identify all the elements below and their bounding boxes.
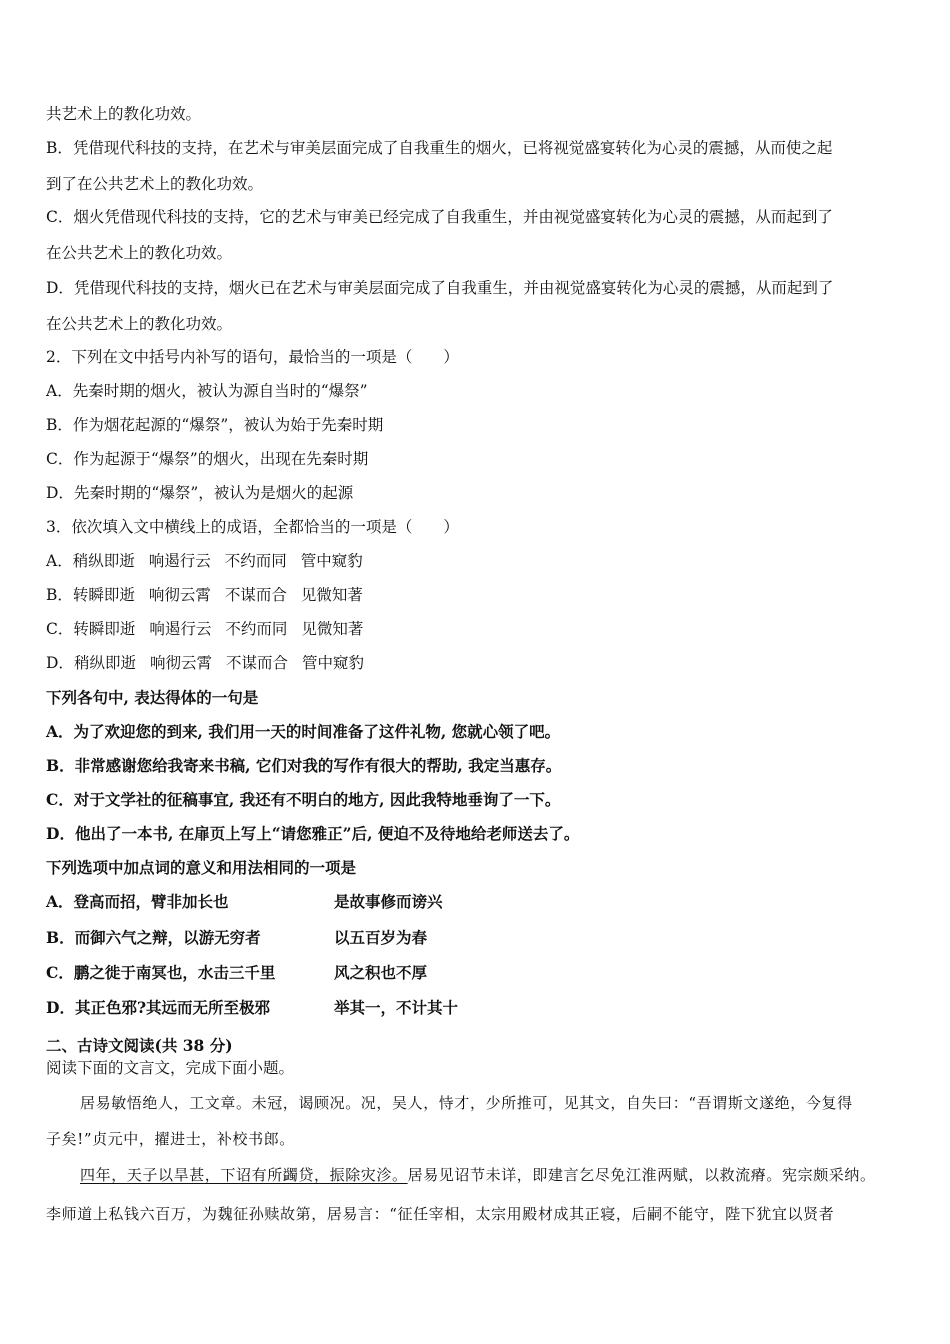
idiom-4: 管中窥豹 <box>301 654 364 672</box>
idiom-2: 响彻云霄 <box>149 654 212 672</box>
section-2-instruction: 阅读下面的文言文，完成下面小题。 <box>46 1059 295 1077</box>
idiom-1: 转瞬即逝 <box>72 586 135 604</box>
q3-option-a <box>46 551 363 571</box>
q5-option-b-left: B．而御六气之辩，以游无穷者 <box>46 928 261 947</box>
q5-option-a-right: 是故事修而谤兴 <box>334 892 443 911</box>
underlined-sentence: 四年，天子以旱甚，下诏有所蠲贷，振除灾沴。 <box>80 1166 408 1184</box>
q5-option-c-right: 风之积也不厚 <box>334 963 428 982</box>
q1-option-c-line1: C．烟火凭借现代科技的支持，它的艺术与审美已经完成了自我重生，并由视觉盛宴转化为心灵的震撼，从而起到了 <box>46 208 833 226</box>
q4-option-d: D．他出了一本书, 在扉页上写上“请您雅正”后, 便迫不及待地给老师送去了。 <box>46 824 580 843</box>
passage-p2-line1 <box>80 1165 876 1185</box>
idiom-2: 响彻云霄 <box>148 586 211 604</box>
q1-option-a-continuation: 共艺术上的教化功效。 <box>46 105 202 123</box>
idiom-1: 稍纵即逝 <box>72 552 135 570</box>
q5-option-c-left: C．鹏之徙于南冥也，水击三千里 <box>46 963 276 982</box>
q2-stem: 2．下列在文中括号内补写的语句，最恰当的一项是（ ） <box>46 348 459 366</box>
q5-option-b <box>46 928 906 948</box>
idiom-3: 不谋而合 <box>225 654 288 672</box>
passage-p1-line1: 居易敏悟绝人，工文章。未冠，谒顾况。况，吴人，恃才，少所推可，见其文，自失曰：“吾谓斯文遂绝，今复得 <box>80 1094 853 1112</box>
q5-option-c <box>46 963 906 983</box>
q4-stem: 下列各句中, 表达得体的一句是 <box>46 688 259 707</box>
idiom-1: 稍纵即逝 <box>73 654 136 672</box>
q4-option-c: C．对于文学社的征稿事宜, 我还有不明白的地方, 因此我特地垂询了一下。 <box>46 790 561 809</box>
q4-option-b: B．非常感谢您给我寄来书稿, 它们对我的写作有很大的帮助, 我定当惠存。 <box>46 756 562 775</box>
q5-stem: 下列选项中加点词的意义和用法相同的一项是 <box>46 858 357 877</box>
idiom-4: 见微知著 <box>301 620 364 638</box>
q1-option-d-line1: D．凭借现代科技的支持，烟火已在艺术与审美层面完成了自我重生，并由视觉盛宴转化为心灵的震撼，从而起到了 <box>46 279 834 297</box>
q3-option-d <box>46 653 364 673</box>
q5-option-d <box>46 998 906 1018</box>
idiom-4: 管中窥豹 <box>300 552 363 570</box>
option-label: A． <box>46 552 73 570</box>
q1-option-d-line2: 在公共艺术上的教化功效。 <box>46 315 233 333</box>
q2-option-d: D．先秦时期的“爆祭”，被认为是烟火的起源 <box>46 484 354 502</box>
q5-option-b-right: 以五百岁为春 <box>334 928 428 947</box>
q3-stem: 3．依次填入文中横线上的成语，全都恰当的一项是（ ） <box>46 518 459 536</box>
q3-option-b <box>46 585 363 605</box>
idiom-4: 见微知著 <box>300 586 363 604</box>
option-label: D． <box>46 654 74 672</box>
q1-option-b-line2: 到了在公共艺术上的教化功效。 <box>46 175 264 193</box>
q2-option-a: A．先秦时期的烟火，被认为源自当时的“爆祭” <box>46 382 368 400</box>
idiom-3: 不谋而合 <box>224 586 287 604</box>
option-label: C． <box>46 620 74 638</box>
q5-option-d-right: 举其一，不计其十 <box>334 998 459 1017</box>
q5-option-d-left: D．其正色邪?其远而无所至极邪 <box>46 998 271 1017</box>
passage-p2-line1-rest: 居易见诏节未详，即建言乞尽免江淮两赋，以救流瘠。宪宗颇采纳。 <box>407 1166 876 1184</box>
idiom-1: 转瞬即逝 <box>73 620 136 638</box>
q2-option-b: B．作为烟花起源的“爆祭”，被认为始于先秦时期 <box>46 416 384 434</box>
passage-p2-line2: 李师道上私钱六百万，为魏征孙赎故第，居易言：“征任宰相，太宗用殿材成其正寝，后嗣不能守，陛下犹宜以贤者 <box>46 1205 835 1223</box>
q4-option-a: A．为了欢迎您的到来, 我们用一天的时间准备了这件礼物, 您就心领了吧。 <box>46 722 561 741</box>
section-2-title: 二、古诗文阅读(共 38 分) <box>46 1036 233 1055</box>
q3-option-c <box>46 619 363 639</box>
idiom-3: 不约而同 <box>225 620 288 638</box>
q2-option-c: C．作为起源于“爆祭”的烟火，出现在先秦时期 <box>46 450 369 468</box>
q1-option-c-line2: 在公共艺术上的教化功效。 <box>46 244 233 262</box>
passage-p1-line2: 子矣!”贞元中，擢进士，补校书郎。 <box>46 1130 295 1148</box>
idiom-2: 响遏行云 <box>148 552 211 570</box>
idiom-3: 不约而同 <box>224 552 287 570</box>
q5-option-a-left: A．登高而招，臂非加长也 <box>46 892 229 911</box>
idiom-2: 响遏行云 <box>149 620 212 638</box>
option-label: B． <box>46 586 73 604</box>
q5-option-a <box>46 892 906 912</box>
q1-option-b-line1: B．凭借现代科技的支持，在艺术与审美层面完成了自我重生的烟火，已将视觉盛宴转化为心灵的震撼，从而使之起 <box>46 139 833 157</box>
